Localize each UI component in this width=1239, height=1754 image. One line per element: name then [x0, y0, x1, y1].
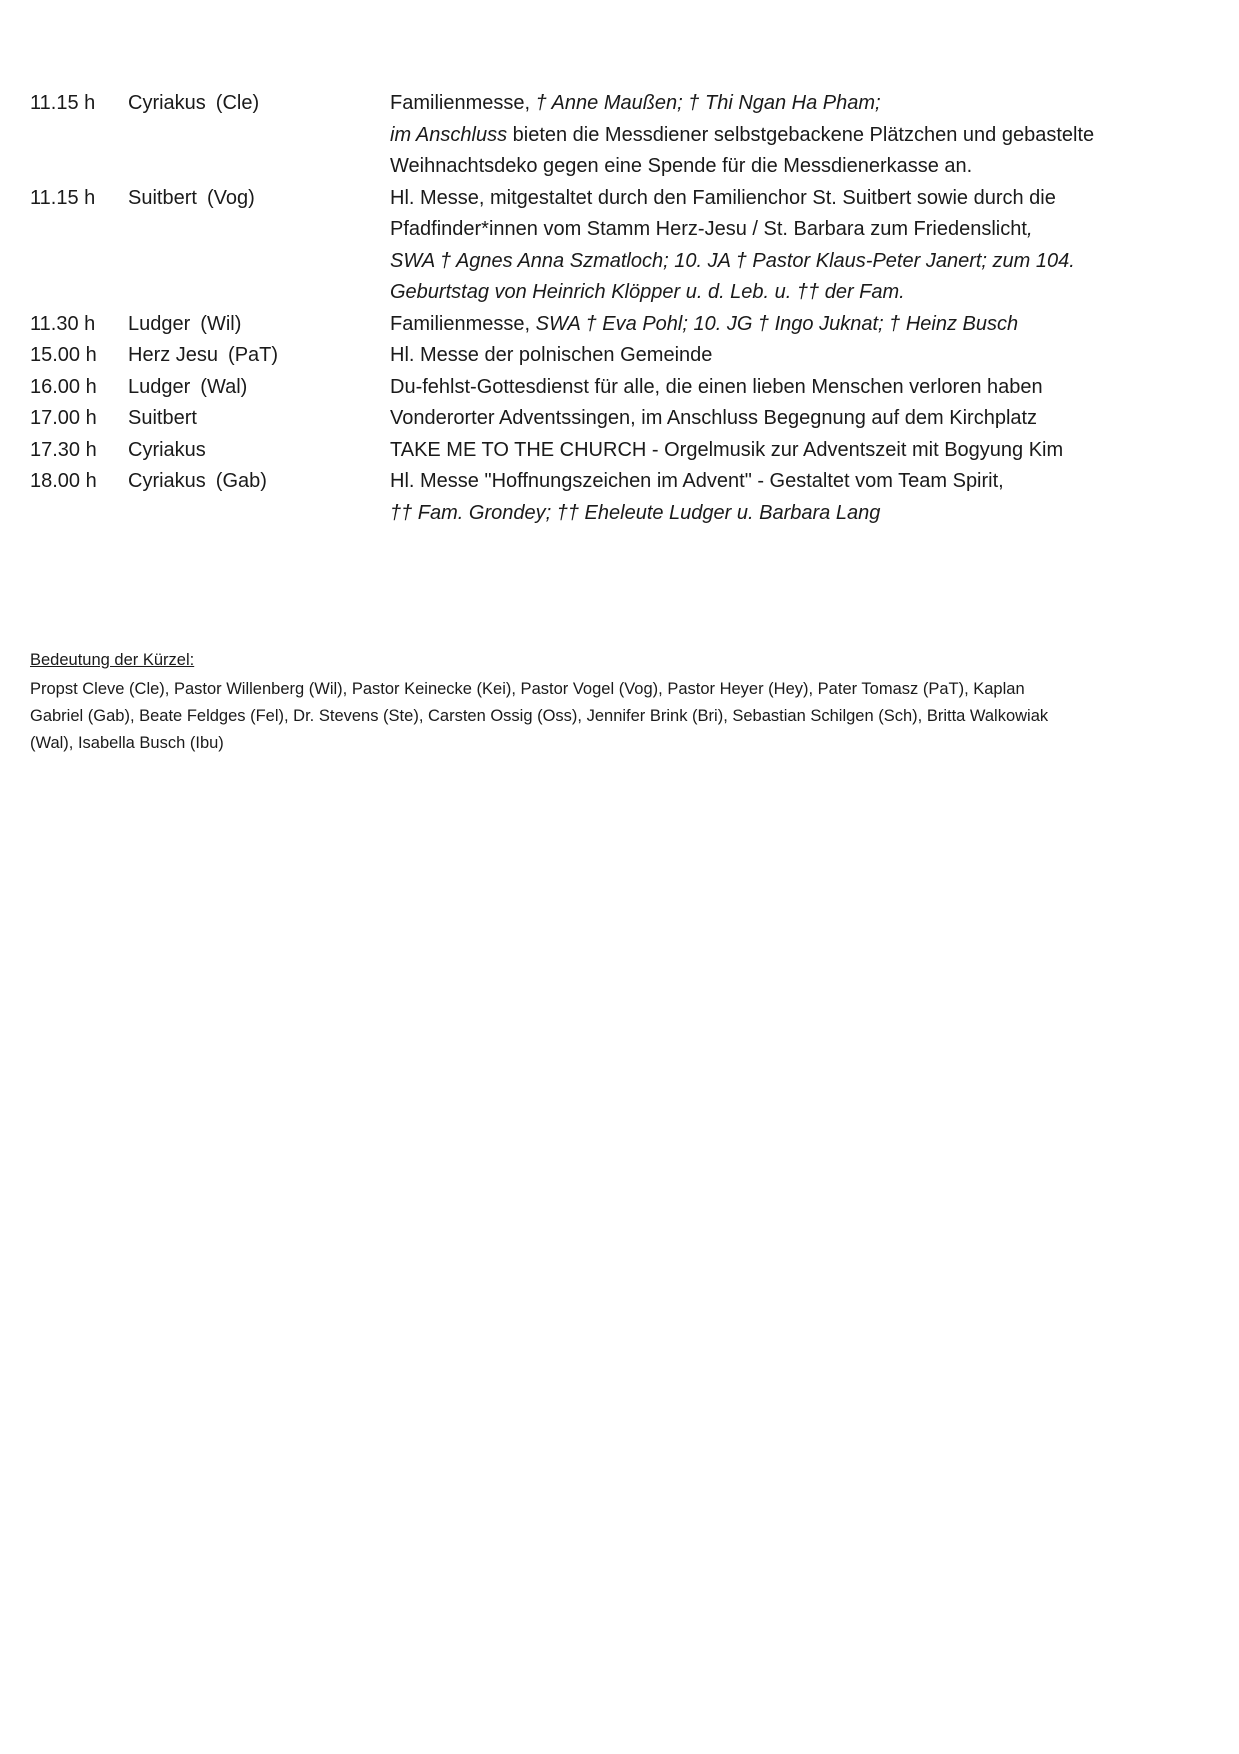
- text-segment: †† Fam. Grondey; †† Eheleute Ludger u. Barbara Lang: [390, 501, 881, 524]
- church-name: Cyriakus: [128, 438, 206, 461]
- schedule-row: [30, 340, 1239, 372]
- schedule-left-cell: [30, 88, 390, 120]
- description-line: [390, 183, 1208, 215]
- time-cell: 16.00 h: [30, 375, 97, 398]
- schedule-left-cell: [30, 435, 390, 467]
- description-line: [390, 120, 1208, 152]
- schedule-left-cell: [30, 183, 390, 215]
- church-name: Cyriakus: [128, 92, 206, 114]
- description-line: [390, 466, 1208, 498]
- page-content: [0, 0, 1239, 757]
- presider-code: (Cle): [215, 92, 260, 114]
- text-segment: Pfadfinder*innen vom Stamm Herz-Jesu / St. Barbara zum Friedenslicht: [390, 218, 1027, 240]
- church-name: Ludger: [128, 312, 191, 335]
- presider-code: (Gab): [215, 470, 267, 492]
- description-line: [390, 309, 1208, 341]
- description-line: [390, 214, 1208, 246]
- schedule-left-cell: [30, 340, 390, 372]
- presider-code: (Wil): [200, 312, 242, 335]
- schedule-row: [30, 372, 1239, 404]
- schedule-description: [390, 340, 1208, 372]
- legend-line: (Wal), Isabella Busch (Ibu): [30, 734, 224, 752]
- text-segment: ,: [1026, 218, 1033, 240]
- text-segment: Geburtstag von Heinrich Klöpper u. d. Leb. u. †† der Fam.: [390, 281, 905, 303]
- schedule-row: [30, 183, 1239, 309]
- schedule-description: [390, 403, 1208, 435]
- schedule-left-cell: [30, 466, 390, 498]
- schedule-description: [390, 372, 1208, 404]
- text-segment: Weihnachtsdeko gegen eine Spende für die Messdienerkasse an.: [390, 155, 973, 177]
- text-segment: Hl. Messe "Hoffnungszeichen im Advent" - Gestaltet vom Team Spirit,: [390, 470, 1004, 492]
- church-name: Herz Jesu: [128, 344, 219, 366]
- text-segment: Hl. Messe, mitgestaltet durch den Familienchor St. Suitbert sowie durch die: [390, 186, 1056, 209]
- church-name: Ludger: [128, 375, 191, 398]
- text-segment: Familienmesse,: [390, 312, 536, 335]
- description-line: [390, 435, 1208, 467]
- description-line: [390, 340, 1208, 372]
- description-line: [390, 277, 1208, 309]
- text-segment: Du-fehlst-Gottesdienst für alle, die einen lieben Menschen verloren haben: [390, 375, 1043, 398]
- schedule-left-cell: [30, 372, 390, 404]
- presider-code: (Wal): [200, 375, 248, 398]
- text-segment: † Anne Maußen; † Thi Ngan Ha Pham;: [535, 92, 881, 114]
- description-line: [390, 151, 1208, 183]
- schedule-row: [30, 466, 1239, 529]
- time-cell: 17.00 h: [30, 407, 97, 429]
- text-segment: SWA † Agnes Anna Szmatloch; 10. JA † Pastor Klaus-Peter Janert; zum 104.: [390, 249, 1075, 272]
- presider-code: (PaT): [228, 344, 279, 366]
- legend-line: Propst Cleve (Cle), Pastor Willenberg (Wil), Pastor Keinecke (Kei), Pastor Vogel (Vog), Pastor Heyer (Hey), Pater Tomasz (PaT), Kaplan: [30, 680, 1025, 698]
- time-cell: 11.30 h: [30, 312, 96, 335]
- text-segment: im Anschluss: [390, 123, 508, 146]
- church-name: Cyriakus: [128, 470, 206, 492]
- text-segment: bieten die Messdiener selbstgebackene Plätzchen und gebastelte: [507, 123, 1095, 146]
- schedule-row: [30, 435, 1239, 467]
- text-segment: Hl. Messe der polnischen Gemeinde: [390, 344, 713, 366]
- schedule-description: [390, 466, 1208, 529]
- schedule-row: [30, 403, 1239, 435]
- schedule-description: [390, 435, 1208, 467]
- schedule-left-cell: [30, 403, 390, 435]
- text-segment: Familienmesse,: [390, 92, 536, 114]
- schedule: [30, 88, 1239, 529]
- legend-heading: Bedeutung der Kürzel:: [30, 651, 195, 669]
- description-line: [390, 246, 1208, 278]
- church-name: Suitbert: [128, 186, 197, 209]
- presider-code: (Vog): [206, 186, 255, 209]
- description-line: [390, 498, 1208, 530]
- description-line: [390, 403, 1208, 435]
- legend-lines: [30, 676, 1239, 757]
- schedule-row: [30, 309, 1239, 341]
- schedule-row: [30, 88, 1239, 183]
- legend: [30, 647, 1239, 757]
- text-segment: TAKE ME TO THE CHURCH - Orgelmusik zur Adventszeit mit Bogyung Kim: [390, 438, 1064, 461]
- legend-line: Gabriel (Gab), Beate Feldges (Fel), Dr. Stevens (Ste), Carsten Ossig (Oss), Jennifer Brink (Bri), Sebastian Schilgen (Sch), Britta Walkowiak: [30, 707, 1049, 725]
- text-segment: SWA † Eva Pohl; 10. JG † Ingo Juknat; † Heinz Busch: [535, 312, 1019, 335]
- time-cell: 11.15 h: [30, 92, 96, 114]
- time-cell: 15.00 h: [30, 344, 97, 366]
- time-cell: 18.00 h: [30, 470, 97, 492]
- text-segment: Vonderorter Adventssingen, im Anschluss Begegnung auf dem Kirchplatz: [390, 407, 1038, 429]
- time-cell: 11.15 h: [30, 186, 96, 209]
- schedule-description: [390, 309, 1208, 341]
- description-line: [390, 88, 1208, 120]
- schedule-left-cell: [30, 309, 390, 341]
- time-cell: 17.30 h: [30, 438, 97, 461]
- schedule-description: [390, 88, 1208, 183]
- description-line: [390, 372, 1208, 404]
- church-name: Suitbert: [128, 407, 197, 429]
- schedule-description: [390, 183, 1208, 309]
